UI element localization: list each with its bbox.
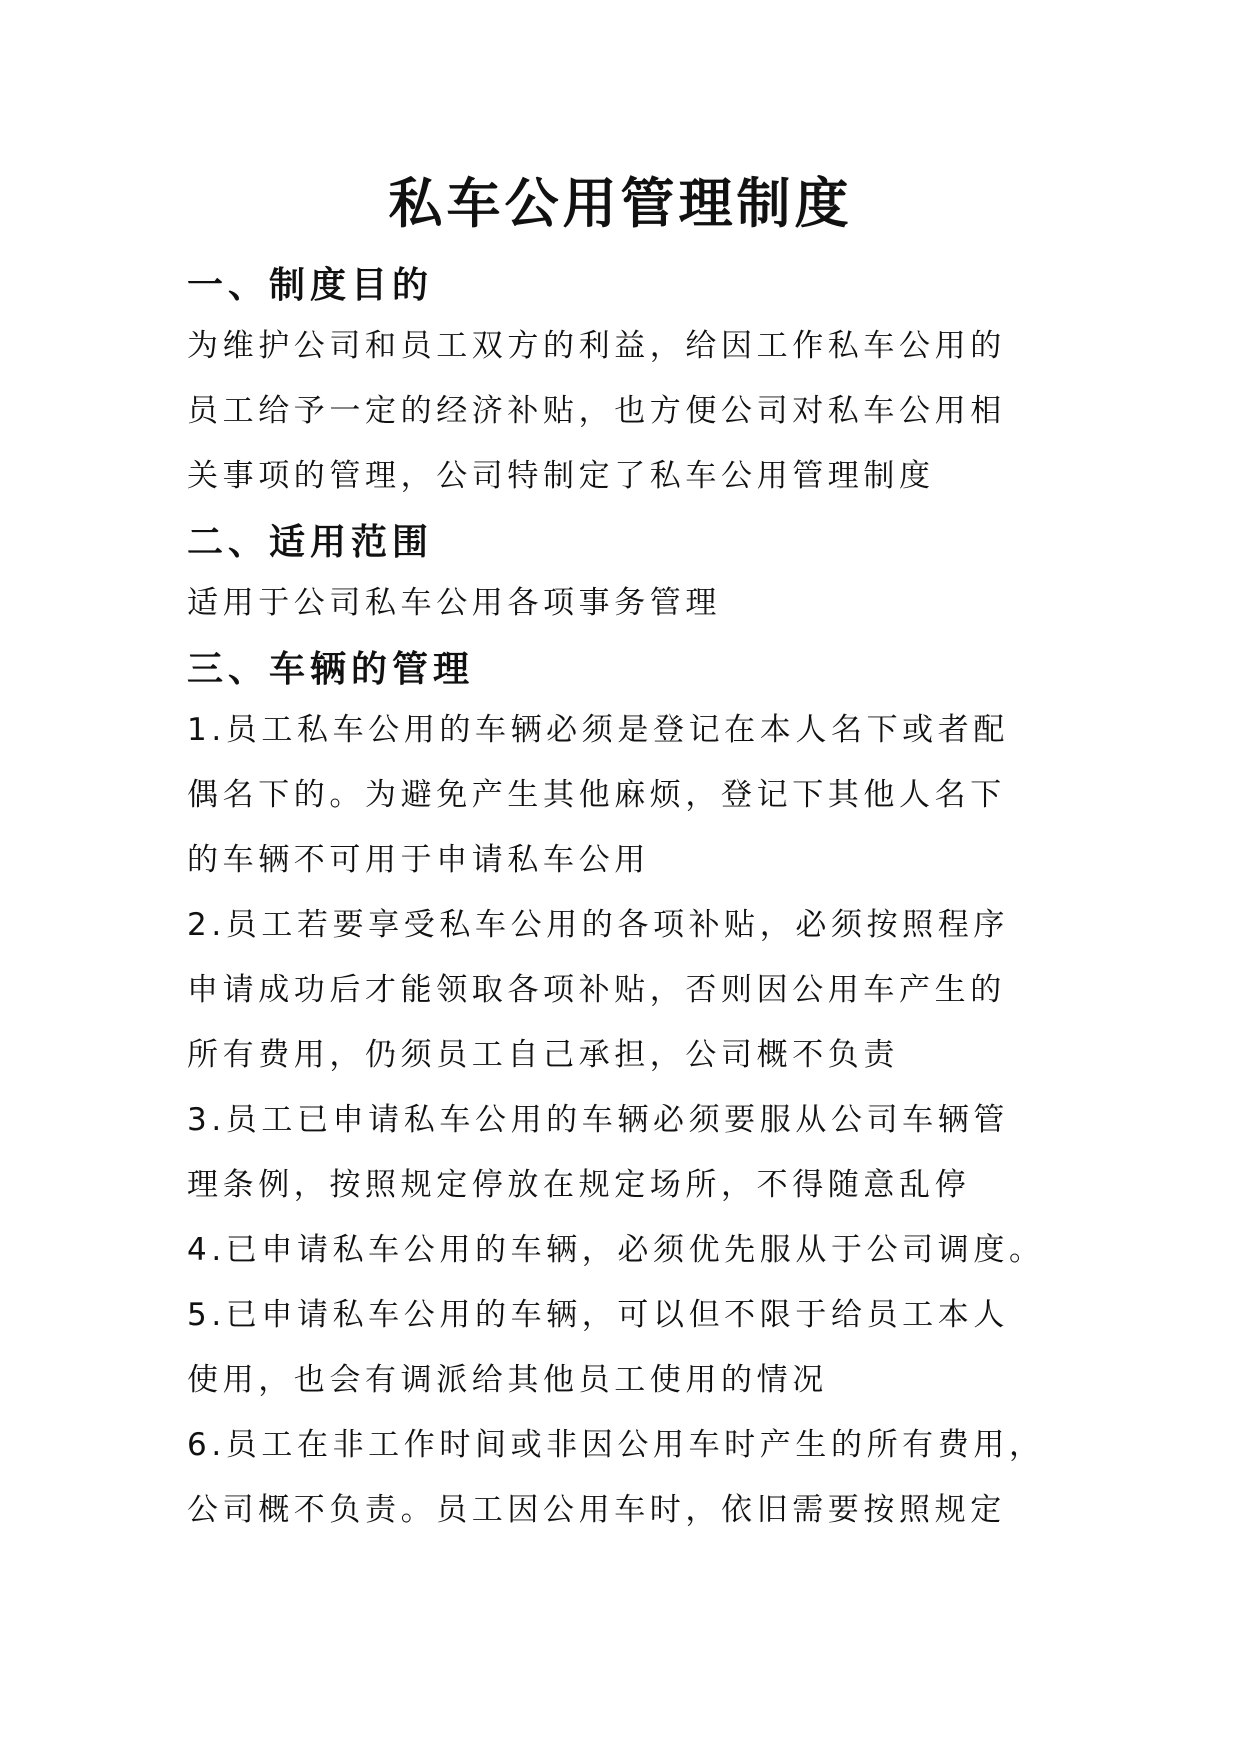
paragraph-line: 理条例，按照规定停放在规定场所，不得随意乱停 (187, 1167, 971, 1203)
document-body (187, 252, 1087, 1543)
paragraph-line: 为维护公司和员工双方的利益，给因工作私车公用的 (187, 328, 1006, 364)
paragraph-line: 员工给予一定的经济补贴，也方便公司对私车公用相 (187, 393, 1006, 429)
paragraph-line: 使用，也会有调派给其他员工使用的情况 (187, 1362, 828, 1398)
paragraph-line: 2.员工若要享受私车公用的各项补贴，必须按照程序 (187, 907, 1009, 943)
section-heading-scope: 二、适用范围 (187, 522, 434, 563)
paragraph-line: 6.员工在非工作时间或非因公用车时产生的所有费用， (187, 1427, 1045, 1463)
section-heading-purpose: 一、制度目的 (187, 265, 434, 306)
paragraph-line: 偶名下的。为避免产生其他麻烦，登记下其他人名下 (187, 777, 1006, 813)
section-scope (187, 509, 1087, 636)
paragraph-line: 的车辆不可用于申请私车公用 (187, 842, 650, 878)
paragraph-line: 4.已申请私车公用的车辆，必须优先服从于公司调度。 (187, 1232, 1045, 1268)
paragraph-line: 关事项的管理，公司特制定了私车公用管理制度 (187, 458, 935, 494)
section-vehicle (187, 636, 1087, 1543)
paragraph-line: 所有费用，仍须员工自己承担，公司概不负责 (187, 1037, 899, 1073)
paragraph-line: 3.员工已申请私车公用的车辆必须要服从公司车辆管 (187, 1102, 1009, 1138)
section-purpose (187, 252, 1087, 509)
paragraph-line: 适用于公司私车公用各项事务管理 (187, 585, 721, 621)
paragraph-line: 5.已申请私车公用的车辆，可以但不限于给员工本人 (187, 1297, 1009, 1333)
paragraph-line: 公司概不负责。员工因公用车时，依旧需要按照规定 (187, 1492, 1006, 1528)
paragraph-line: 1.员工私车公用的车辆必须是登记在本人名下或者配 (187, 712, 1009, 748)
section-heading-vehicle: 三、车辆的管理 (187, 649, 475, 690)
paragraph-line: 申请成功后才能领取各项补贴，否则因公用车产生的 (187, 972, 1006, 1008)
document-title: 私车公用管理制度 (388, 172, 853, 235)
